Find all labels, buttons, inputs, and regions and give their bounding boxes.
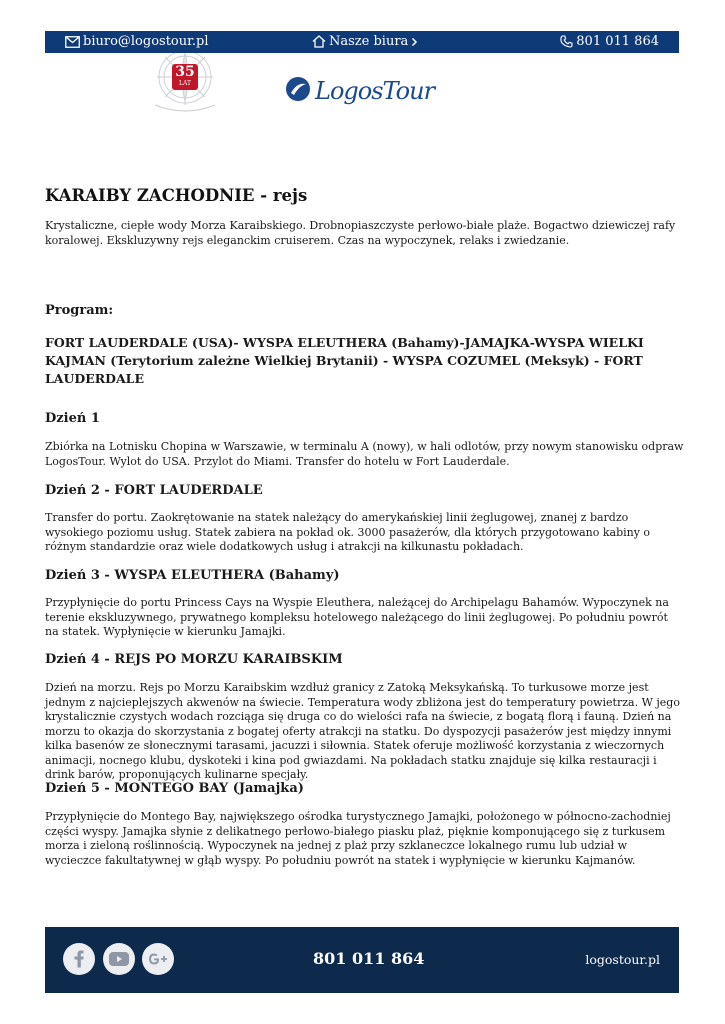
badge-number: 35 [175, 64, 195, 80]
chevron-right-icon [411, 37, 418, 47]
home-icon [312, 35, 326, 48]
footer-phone[interactable]: 801 011 864 [313, 949, 425, 968]
youtube-icon[interactable] [103, 943, 135, 975]
footer-website[interactable]: logostour.pl [585, 952, 660, 967]
phone-text: 801 011 864 [576, 34, 659, 49]
offices-text: Nasze biura [329, 34, 409, 49]
anniversary-badge [145, 53, 225, 115]
day-2-heading: Dzień 2 - FORT LAUDERDALE [45, 483, 263, 498]
day-2-text: Transfer do portu. Zaokrętowanie na statek należący do amerykańskiej linii żeglugowej, znanej z bardzo wysokiego poziomu usług. Statek zabiera na pokład ok. 3000 pasażerów, dla których przygotowano kabiny o różnym standardzie oraz wiele dodatkowych usług i atrakcji na kilkunastu pokładach. [45, 511, 651, 553]
badge-label: LAT [179, 80, 191, 87]
day-1-text: Zbiórka na Lotnisku Chopina w Warszawie, w terminalu A (nowy), w hali odlotów, przy nowym stanowisku odpraw LogosTour. Wylot do USA. Przylot do Miami. Transfer do hotelu w Fort Lauderdale. [45, 440, 684, 468]
offices-link[interactable] [312, 34, 418, 49]
top-contact-bar [45, 31, 679, 53]
phone-link[interactable] [560, 34, 659, 49]
phone-icon [560, 35, 573, 48]
day-4-text: Dzień na morzu. Rejs po Morzu Karaibskim wzdłuż granicy z Zatoką Meksykańską. To turkusowe morze jest jednym z najcieplejszych akwenów na świecie. Temperatura wody zbliżona jest do temperatury powietrza. W jego krystalicznie czystych wodach rozciąga się druga co do wielości rafa na świecie, z bogatą florą i fauną. Dzień na morzu to okazja do skorzystania z bogatej oferty atrakcji na statku. Do dyspozycji pasażerów jest między innymi kilka basenów ze słonecznymi tarasami, jacuzzi i siłownia. Statek oferuje możliwość korzystania z wieczornych animacji, nocnego klubu, dyskoteki i kina pod gwiazdami. Na pokładach statku znajduje się kilka restauracji i drink barów, proponujących kulinarne specjały. [45, 681, 680, 781]
day-4-heading: Dzień 4 - REJS PO MORZU KARAIBSKIM [45, 652, 343, 667]
logo-wordmark: LogosTour [315, 77, 435, 105]
logo-mark-icon [285, 76, 311, 106]
email-text: biuro@logostour.pl [83, 34, 209, 49]
footer-bar [45, 927, 679, 993]
day-5-text: Przypłynięcie do Montego Bay, największego ośrodka turystycznego Jamajki, położonego w północno-zachodniej części wyspy. Jamajka słynie z delikatnego perłowo-białego piasku plaż, pięknie komponującego się z turkusem morza i zieloną roślinnością. Wypoczynek na jednej z plaż przy szklaneczce lokalnego rumu lub udział w wycieczce fakultatywnej w głąb wyspy. Po południu powrót na statek i wypłynięcie w kierunku Kajmanów. [45, 810, 671, 867]
program-heading: Program: [45, 303, 114, 318]
email-link[interactable] [65, 34, 209, 49]
page-title: KARAIBY ZACHODNIE - rejs [45, 186, 308, 205]
program-route: FORT LAUDERDALE (USA)- WYSPA ELEUTHERA (Bahamy)-JAMAJKA-WYSPA WIELKI KAJMAN (Terytorium zależne Wielkiej Brytanii) - WYSPA COZUMEL (Meksyk) - FORT LAUDERDALE [45, 335, 644, 386]
intro-text: Krystaliczne, ciepłe wody Morza Karaibskiego. Drobnopiaszczyste perłowo-białe plaże. Bogactwo dziewiczej rafy koralowej. Ekskluzywny rejs eleganckim cruiserem. Czas na wypoczynek, relaks i zwiedzanie. [45, 219, 676, 247]
facebook-icon[interactable] [63, 943, 95, 975]
day-3-text: Przypłynięcie do portu Princess Cays na Wyspie Eleuthera, należącej do Archipelagu Bahamów. Wypoczynek na terenie ekskluzywnego, prywatnego kompleksu hotelowego należącego do linii żeglugowej. Po południu powrót na statek. Wypłynięcie w kierunku Jamajki. [45, 596, 669, 638]
day-1-heading: Dzień 1 [45, 411, 100, 426]
envelope-icon [65, 36, 80, 48]
google-plus-icon[interactable] [142, 943, 174, 975]
day-3-heading: Dzień 3 - WYSPA ELEUTHERA (Bahamy) [45, 568, 340, 583]
logostour-logo[interactable] [285, 76, 434, 106]
day-5-heading: Dzień 5 - MONTEGO BAY (Jamajka) [45, 781, 304, 796]
